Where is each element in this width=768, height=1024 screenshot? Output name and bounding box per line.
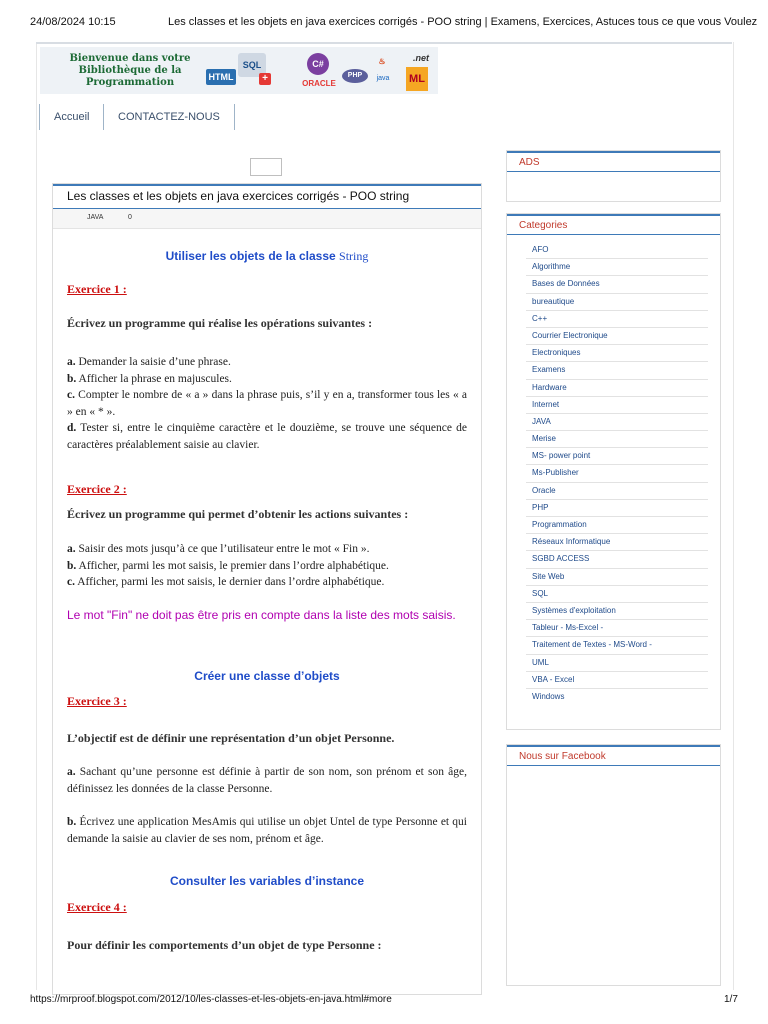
ml-logo-icon: ML <box>406 67 428 91</box>
category-link[interactable]: Systèmes d'exploitation <box>526 602 708 619</box>
java-cup-icon: ♨ <box>378 57 386 66</box>
item-text: Sachant qu’une personne est définie à partir de son nom, son prénom et son âge, définissez les données de la classe Personne. <box>67 766 467 795</box>
exercise-3-instruction: L’objectif est de définir une représentation d’un objet Personne. <box>67 731 395 745</box>
section-heading-text: Utiliser les objets de la classe <box>165 249 336 263</box>
category-link[interactable]: Programmation <box>526 516 708 533</box>
list-item <box>67 574 467 591</box>
widget-title-divider <box>507 171 720 172</box>
section-heading-classe: Créer une classe d’objets <box>194 669 340 683</box>
post-title[interactable]: Les classes et les objets en java exercices corrigés - POO string <box>67 189 410 203</box>
item-letter: a. <box>67 543 76 555</box>
ads-title: ADS <box>519 157 540 168</box>
blog-post <box>52 183 482 995</box>
list-item <box>67 387 467 420</box>
list-item <box>67 354 467 371</box>
item-text: Demander la saisie d’une phrase. <box>75 356 231 368</box>
exercise-1-items <box>67 354 467 453</box>
banner-welcome-text: Bienvenue dans votre Bibliothèque de la Programmation <box>69 53 191 88</box>
category-link[interactable]: Examens <box>526 361 708 378</box>
facebook-widget <box>506 744 721 986</box>
exercise-4-label: Exercice 4 : <box>67 900 127 914</box>
sql-logo-icon: SQL <box>238 53 266 77</box>
exercise-2-label: Exercice 2 : <box>67 482 127 496</box>
list-item <box>67 371 467 388</box>
exercise-1-label: Exercice 1 : <box>67 282 127 296</box>
empty-ad-box <box>250 158 282 176</box>
category-link[interactable]: UML <box>526 654 708 671</box>
item-letter: a. <box>67 356 76 368</box>
page-top-border <box>36 42 732 44</box>
item-letter: a. <box>67 766 76 778</box>
exercise-1-instruction: Écrivez un programme qui réalise les opérations suivantes : <box>67 316 373 330</box>
item-letter: b. <box>67 816 77 828</box>
widget-top-border <box>507 214 720 216</box>
comment-count[interactable]: 0 <box>128 214 132 221</box>
categories-list <box>526 242 708 705</box>
categories-widget <box>506 213 721 730</box>
category-link[interactable]: Tableur - Ms-Excel - <box>526 619 708 636</box>
main-navigation <box>36 104 732 132</box>
category-link[interactable]: Courrier Electronique <box>526 327 708 344</box>
list-item <box>67 420 467 453</box>
category-link[interactable]: Merise <box>526 430 708 447</box>
category-link[interactable]: Hardware <box>526 379 708 396</box>
category-link[interactable]: VBA - Excel <box>526 671 708 688</box>
category-link[interactable]: Site Web <box>526 568 708 585</box>
nav-contact-link[interactable]: CONTACTEZ-NOUS <box>103 104 235 130</box>
exercise-3-label: Exercice 3 : <box>67 694 127 708</box>
exercise-4-instruction: Pour définir les comportements d’un objet de type Personne : <box>67 938 382 952</box>
section-heading-variables: Consulter les variables d’instance <box>169 874 365 888</box>
section-heading-string <box>67 249 467 264</box>
post-top-border <box>53 184 481 186</box>
widget-top-border <box>507 151 720 153</box>
list-item <box>67 558 467 575</box>
widget-title-divider <box>507 234 720 235</box>
exercise-3-item-a <box>67 764 467 797</box>
category-link[interactable]: SQL <box>526 585 708 602</box>
print-datetime: 24/08/2024 10:15 <box>30 16 116 28</box>
widget-title-divider <box>507 765 720 766</box>
category-link[interactable]: C++ <box>526 310 708 327</box>
category-link[interactable]: Algorithme <box>526 258 708 275</box>
category-link[interactable]: AFO <box>532 245 549 254</box>
category-link[interactable]: MS- power point <box>526 447 708 464</box>
ads-widget <box>506 150 721 202</box>
category-link[interactable]: Bases de Données <box>526 275 708 292</box>
plus-icon: + <box>259 73 271 85</box>
item-letter: b. <box>67 372 77 385</box>
item-letter: d. <box>67 422 77 434</box>
section-heading-code: String <box>339 249 369 263</box>
exercise-2-note: Le mot "Fin" ne doit pas être pris en compte dans la liste des mots saisis. <box>67 608 456 622</box>
category-link[interactable]: bureautique <box>526 293 708 310</box>
item-text: Afficher la phrase en majuscules. <box>76 372 232 385</box>
exercise-2-items <box>67 541 467 591</box>
category-link[interactable]: PHP <box>526 499 708 516</box>
category-link[interactable]: Ms-Publisher <box>526 464 708 481</box>
nav-home-link[interactable]: Accueil <box>39 104 103 130</box>
site-banner[interactable] <box>40 47 438 94</box>
category-link[interactable]: Oracle <box>526 482 708 499</box>
oracle-logo-icon: ORACLE <box>302 79 336 88</box>
post-meta-bar <box>53 209 481 229</box>
item-letter: c. <box>67 389 75 401</box>
exercise-3-item-b <box>67 814 467 847</box>
list-item <box>67 541 467 558</box>
html-logo-icon: HTML <box>206 69 236 85</box>
item-text: Écrivez une application MesAmis qui utilise un objet Untel de type Personne et qui demande la saisie au clavier de ses nom, prénom et âge. <box>67 816 467 845</box>
category-link[interactable]: JAVA <box>526 413 708 430</box>
print-url: https://mrproof.blogspot.com/2012/10/les-classes-et-les-objets-en-java.html#more <box>30 994 392 1005</box>
facebook-title: Nous sur Facebook <box>519 751 606 762</box>
category-link[interactable]: Traitement de Textes - MS-Word - <box>526 636 708 653</box>
print-document-title: Les classes et les objets en java exercices corrigés - POO string | Examens, Exercices, Astuces tous ce que vous Voulez <box>168 16 758 28</box>
category-link[interactable]: SGBD ACCESS <box>526 550 708 567</box>
item-letter: c. <box>67 576 75 588</box>
item-text: Afficher, parmi les mot saisis, le dernier dans l’ordre alphabétique. <box>74 576 385 588</box>
category-link[interactable]: Internet <box>526 396 708 413</box>
item-letter: b. <box>67 559 77 572</box>
category-link[interactable]: Réseaux Informatique <box>526 533 708 550</box>
php-logo-icon: PHP <box>342 69 368 83</box>
item-text: Tester si, entre le cinquième caractère et le douzième, se trouve une séquence de caractères préalablement saisie au clavier. <box>67 422 467 451</box>
item-text: Afficher, parmi les mot saisis, le premier dans l’ordre alphabétique. <box>76 559 389 572</box>
categories-title: Categories <box>519 220 568 231</box>
post-label-link[interactable]: JAVA <box>87 214 104 221</box>
category-link[interactable]: Electroniques <box>526 344 708 361</box>
csharp-logo-icon: C# <box>307 53 329 75</box>
widget-top-border <box>507 745 720 747</box>
java-logo-text: java <box>376 75 390 82</box>
print-page-number: 1/7 <box>724 994 738 1005</box>
dotnet-logo-icon: .net <box>412 53 429 63</box>
category-link[interactable]: Windows <box>526 688 708 705</box>
item-text: Compter le nombre de « a » dans la phrase puis, s’il y en a, transformer tous les « a » en « * ». <box>67 389 467 418</box>
item-text: Saisir des mots jusqu’à ce que l’utilisateur entre le mot « Fin ». <box>75 543 370 555</box>
exercise-2-instruction: Écrivez un programme qui permet d’obtenir les actions suivantes : <box>67 507 409 521</box>
